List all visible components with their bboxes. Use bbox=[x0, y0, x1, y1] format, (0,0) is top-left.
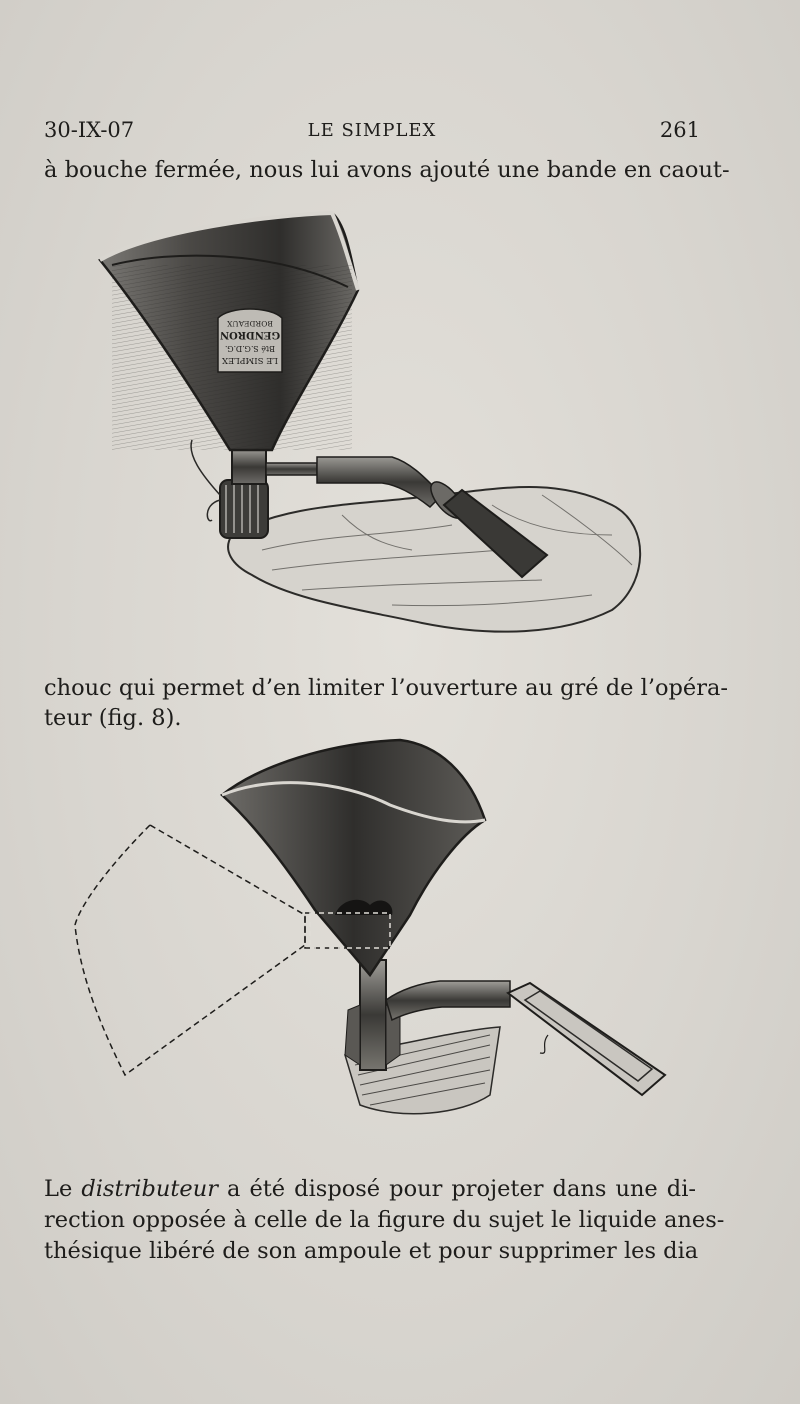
text-line-4-end: a été disposé pour projeter dans une di- bbox=[227, 1176, 696, 1202]
distributor-tube bbox=[266, 463, 317, 475]
distributor-arm bbox=[386, 981, 510, 1020]
funnel-neck bbox=[232, 450, 266, 484]
text-line-3: teur (fig. 8). bbox=[44, 705, 182, 731]
text-line-4-start: Le bbox=[44, 1176, 73, 1202]
page-number: 261 bbox=[659, 118, 700, 142]
figure-inhaler-with-bag bbox=[92, 205, 652, 650]
header-date: 30-IX-07 bbox=[44, 118, 135, 142]
rubber-collar bbox=[220, 480, 268, 538]
face-outline-dashed bbox=[75, 825, 305, 1075]
text-line-4-italic: distributeur bbox=[81, 1176, 218, 1202]
figure-inhaler-section bbox=[70, 735, 670, 1155]
label-line-4: BORDEAUX bbox=[226, 319, 274, 328]
text-line-4 bbox=[44, 1174, 696, 1204]
label-line-2: Bté S.G.D.G. bbox=[224, 344, 276, 353]
mask-cone bbox=[222, 740, 485, 975]
header-title: LE SIMPLEX bbox=[307, 120, 437, 141]
label-line-1: LE SIMPLEX bbox=[221, 355, 279, 365]
label-line-3: GENDRON bbox=[219, 329, 281, 340]
maker-label bbox=[218, 309, 282, 372]
text-line-1: à bouche fermée, nous lui avons ajouté une bande en caout- bbox=[44, 157, 730, 183]
text-line-2: chouc qui permet d’en limiter l’ouverture au gré de l’opéra- bbox=[44, 675, 729, 701]
text-line-6: thésique libéré de son ampoule et pour supprimer les dia bbox=[44, 1238, 699, 1264]
text-line-5: rection opposée à celle de la figure du sujet le liquide anes- bbox=[44, 1207, 725, 1233]
rubber-bag bbox=[228, 487, 640, 632]
mask-neck bbox=[360, 960, 386, 1070]
running-head bbox=[44, 118, 700, 148]
